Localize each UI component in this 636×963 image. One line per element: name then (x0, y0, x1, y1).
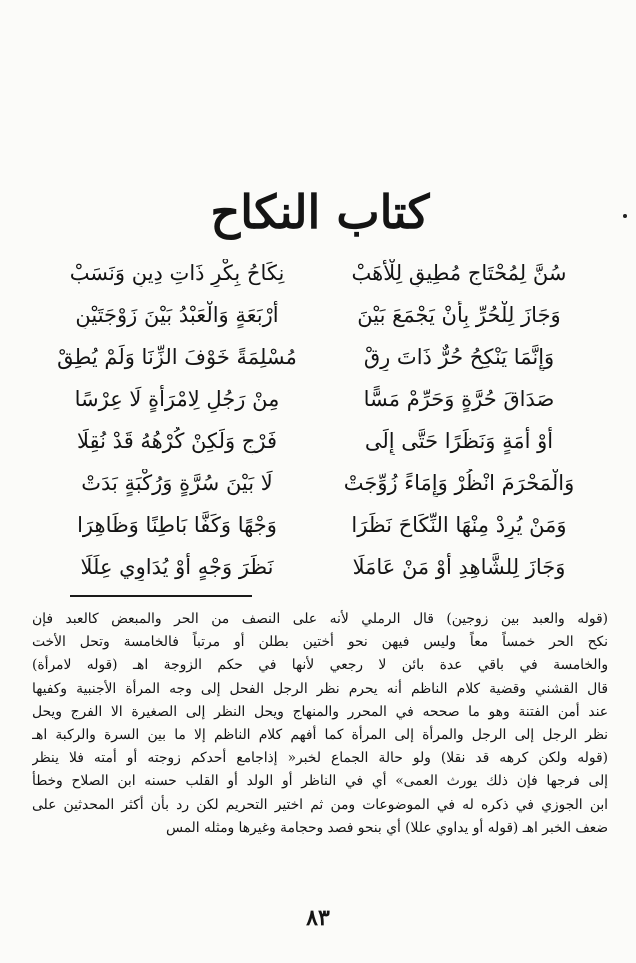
commentary-footnotes (32, 608, 608, 840)
verse-first-hemistich: سُنَّ لِمُحْتَاجٍ مُطِيقٍ لِلْأُهَبْ (351, 261, 567, 285)
commentary-line: إلى فرجها فإن ذلك يورث العمى» أي في الناظر أو الولد أو القلب حسنه ابن الصلاح وخطأ (32, 773, 608, 790)
verse-first-hemistich: وَمَنْ يُرِدْ مِنْهَا النِّكَاحَ نَظَرَا (351, 513, 567, 537)
commentary-line: عند أمن الفتنة وهو ما صححه في المحرر والمنهاج ويحل النظر إلى الصغيرة الا الفرج ويحل (32, 703, 608, 720)
verse-first-hemistich: وَجَازَ لِلشَّاهِدِ أَوْ مَنْ عَامَلَا (352, 555, 566, 579)
verse-first-hemistich: أَوْ أَمَةٍ وَنَظَرًا حَتَّى إِلَى (364, 429, 554, 453)
verse-second-hemistich: مُسْلِمَةً خَوْفَ الزِّنَا وَلَمْ يُطِقْ (57, 345, 297, 369)
commentary-line: ابن الجوزي في ذكره له في الموضوعات ومن ثم اختير التحريم لكن رد بأن أكثر المحدثين على (32, 796, 608, 813)
verse-row (56, 252, 580, 294)
page-number: ٨٣ (306, 905, 330, 931)
poem-verses (56, 252, 580, 588)
verse-first-hemistich: وَالْمَحْرَمَ انْظُرْ وَإِمَاءً زُوِّجَتْ (343, 471, 575, 495)
verse-row (56, 504, 580, 546)
verse-second-hemistich: وَجْهًا وَكَفًّا بَاطِنًا وَظَاهِرَا (77, 513, 277, 537)
commentary-line: نكح الحر خمساً معاً وليس فيهن نحو أختين بطلن أو مرتباً فالخامسة وتحل الأخت (32, 634, 608, 651)
commentary-line: (قوله والعبد بين زوجين) قال الرملي لأنه على النصف من الحر والمبعض كالعبد فإن (32, 611, 608, 627)
verse-row (56, 462, 580, 504)
chapter-title: كتاب النكاح (210, 185, 430, 239)
commentary-line: (قوله ولكن كرهه قد نقلا) ولو حالة الجماع لخبر« إذاجامع أحدكم زوجته أو أمته فلا ينظر (32, 750, 608, 767)
verse-first-hemistich: وَجَازَ لِلْحُرِّ بِأَنْ يَجْمَعَ بَيْنَ (357, 303, 561, 327)
margin-dot-mark (623, 214, 627, 218)
verse-first-hemistich: صَدَاقَ حُرَّةٍ وَحَرِّمْ مَسًّا (363, 387, 555, 411)
verse-second-hemistich: نَظَرَ وَجْهٍ أَوْ يُدَاوِي عِلَلَا (80, 555, 274, 579)
commentary-line: ضعف الخبر اهـ (قوله أو يداوي عللا) أي بنحو فصد وحجامة وغيرها ومثله المس (165, 819, 608, 836)
verse-row (56, 546, 580, 588)
verse-second-hemistich: لَا بَيْنَ سُرَّةٍ وَرُكْبَةٍ بَدَتْ (81, 471, 273, 495)
footnote-divider (70, 595, 252, 597)
verse-row (56, 294, 580, 336)
verse-row (56, 378, 580, 420)
verse-row (56, 336, 580, 378)
verse-second-hemistich: أَرْبَعَةٍ وَالْعَبْدُ بَيْنَ زَوْجَتَيْنِ (75, 303, 279, 327)
verse-second-hemistich: نِكَاحُ بِكْرٍ ذَاتِ دِينٍ وَنَسَبْ (69, 261, 285, 285)
verse-first-hemistich: وَإِنَّمَا يَنْكِحُ حُرٌّ ذَاتَ رِقْ (363, 345, 555, 369)
verse-second-hemistich: فَرْجٍ وَلَكِنْ كُرْهُهُ قَدْ نُقِلَا (77, 429, 277, 453)
verse-row (56, 420, 580, 462)
verse-second-hemistich: مِنْ رَجُلٍ لِامْرَأَةٍ لَا عِرْسًا (74, 387, 280, 411)
commentary-line: نظر الرجل إلى الرجل والمرأة إلى المرأة كما أفهم كلام الناظم إلا ما بين السرة والركبة اهـ (32, 726, 608, 743)
commentary-line: قال القشني وقضية كلام الناظم أنه يحرم نظر الرجل الفحل إلى وجه المرأة الأجنبية وكفيها (32, 680, 608, 697)
commentary-line: والخامسة في باقي عدة بائن لا رجعي لأنها في حكم الزوجة اهـ (قوله لامرأة) (32, 657, 608, 674)
